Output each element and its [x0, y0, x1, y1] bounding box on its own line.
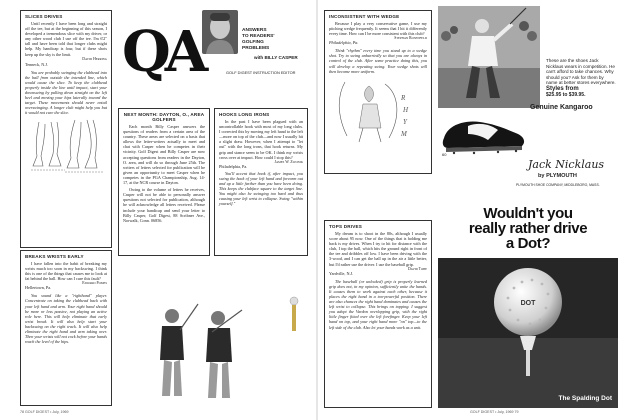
- title-line-golfing: GOLFING: [242, 40, 264, 45]
- breaks-wrists-letter: I have fallen into the habit of breaking my wrists much too soon in my backswing. I think this is one of the things that causes me to look at fat behind the ball. How can I cure this fault?: [25, 261, 107, 282]
- left-folio: 78 GOLF DIGEST • July, 1969: [20, 410, 69, 414]
- svg-text:Y: Y: [403, 117, 407, 126]
- shoe-brand: by PLYMOUTH: [538, 173, 577, 179]
- wedge-rhythm-illustration: [329, 76, 427, 144]
- golf-shoe-image: [438, 110, 528, 156]
- slices-drives-box: [20, 10, 112, 248]
- breaks-wrists-city: Hellertown, Pa.: [25, 285, 52, 291]
- left-page-tee-illustration: [286, 296, 302, 336]
- shoe-ad-caption: [546, 58, 616, 98]
- spalding-photo: [438, 258, 618, 408]
- tops-drives-signature: David Tobe: [407, 266, 427, 271]
- nicklaus-shoe-ad: [438, 6, 618, 202]
- spalding-dot-ad: [438, 204, 618, 408]
- next-month-text-2: Owing to the volume of letters he receives, Casper will not be able to personally answer questions not selected for publication, although he will acknowledge all letters received. Please include your handicap and send your letter to Billy Casper, Golf Digest, 88 Scribner Ave., Norwalk, Conn. 06856.: [123, 187, 205, 223]
- slices-drives-heading: SLICES DRIVES: [25, 14, 63, 19]
- shoe-ad-price: $25.95 to $39.95.: [546, 91, 586, 98]
- byline-role: GOLF DIGEST INSTRUCTION EDITOR: [226, 70, 296, 75]
- footwork-illustration: [25, 118, 107, 174]
- tops-drives-box: [324, 220, 432, 408]
- inconsistent-wedge-answer: Think "rhythm" every time you stand up to a wedge shot. Try to swing unhurriedly so that you are always in control of the club. After some practice doing this, you will develop a repeating swing. Your wedge shots will then become more uniform.: [329, 48, 427, 74]
- inconsistent-wedge-letter: Because I play a very conservative game, I use my pitching wedge frequently. It seems that I hit it differently every time. How can I be more consistent with this club?: [329, 21, 427, 37]
- page-gutter: [316, 0, 318, 420]
- inconsistent-wedge-heading: INCONSISTENT WITH WEDGE: [329, 14, 400, 19]
- slices-drives-letter: Until recently I have been long and straight off the tee, but at the beginning of this season, I developed a tremendous slice with my driver, or any other wood club I use off the tee. I'm 6'2" tall and have been told that longer clubs might help. My handicap is four, but if these shots keep up the sky is the limit.: [25, 21, 107, 57]
- inconsistent-wedge-box: [324, 10, 432, 174]
- breaks-wrists-box: [20, 250, 112, 406]
- inconsistent-wedge-city: Philadelphia, Pa.: [329, 40, 359, 46]
- tops-drives-answer: The baseball (or unlocked) grip is properly learned grip does not, in my opinion, sufficiently unite the hands. It causes them to work against each other, because it places the right hand in a too-powerful position. There are also chances the right hand dominates and causes the left wrist to collapse. This brings on topping. I suggest you adopt the Vardon overlapping grip, with the right little finger fitted over the left forefinger. Keep your left hand on top, and your right hand more "on" top—to the left side of the club. Also let your hands work as a unit.: [329, 278, 427, 330]
- next-month-text-1: Each month Billy Casper answers the questions of readers from a certain area of the country. These areas are selected on a basis that allows the letter-writers actually to meet and chat with Casper when he competes in their vicinity. Golf Digest and Billy Casper are now accepting questions from readers in the Dayton, O. area, and will do so through June 25th. The writers of letters selected for publication will be given an opportunity to meet Casper when he competes in the PGA Championship, Aug. 14-17, at the NCR course in Dayton.: [123, 124, 205, 186]
- inconsistent-wedge-signature: Stephan Rosenfeld: [394, 36, 427, 41]
- shoe-ad-styles: Styles from: [546, 85, 579, 92]
- right-folio: GOLF DIGEST • July, 1969 79: [470, 410, 519, 414]
- svg-text:R: R: [401, 93, 406, 102]
- shoe-company: PLYMOUTH SHOE COMPANY, MIDDLEBORO, MASS.: [516, 183, 600, 187]
- next-month-box: [118, 108, 210, 256]
- hooks-long-irons-answer: You'll accent that hook if, after impact, you swing the back of your left hand and forearm out and up a little farther than you have been doing. This keeps the clubface square to the target line. You might also be swinging too hard and thus causing your left wrist to collapse. Swing "within yourself.": [219, 170, 303, 207]
- casper-swing-photo: [150, 296, 256, 402]
- tops-drives-city: Yardville, N.J.: [329, 270, 354, 276]
- qa-title-block: [118, 10, 308, 88]
- spalding-ball-text: DOT: [520, 300, 536, 307]
- tops-drives-letter: My dream is to shoot in the 80s, although I usually score about 95 now. One of the things that is holding me back is my drives. When I try to hit for distance with the club, I top the ball, which hits the ground right in front of the tee and dribbles off low. I have been driving with the 3-wood, and I can get the ball up in the air a little better, but I'd rather use the driver. I use the baseball grip.: [329, 231, 427, 267]
- title-line-answers: ANSWERS: [242, 28, 267, 33]
- slices-drives-signature: David Herring: [82, 56, 107, 61]
- nicklaus-photo: [438, 6, 540, 108]
- title-line-readers: TO READERS': [242, 34, 275, 39]
- hooks-long-irons-heading: HOOKS LONG IRONS: [219, 112, 270, 117]
- qa-letters: QA: [122, 19, 203, 85]
- casper-portrait: [202, 10, 238, 54]
- breaks-wrists-answer: You sound like a "righthand" player. Concentrate on taking the clubhead back with your left hand and arm. Your right hand should be more or less passive, not playing an active role here. This will help eliminate that early wrist break. It will also help start your backswing on the right track. It will also help eliminate the right hand and arm taking over. Then your wrists will not cock before your hands reach the level of the hips.: [25, 293, 107, 345]
- hooks-long-irons-signature: James W. Zwonik: [274, 159, 303, 164]
- spalding-tagline: The Spalding Dot: [558, 395, 612, 402]
- next-month-heading: NEXT MONTH: DAYTON, O., AREA GOLFERS: [123, 112, 205, 122]
- spalding-headline-3: a Dot?: [505, 235, 551, 252]
- svg-text:H: H: [403, 105, 409, 114]
- shoe-leather: Genuine Kangaroo: [530, 104, 593, 111]
- shoe-ad-caption-text: These are the shoes Jack Nicklaus wears in competition. He can't afford to take chances. Why should you? Ask for them by name at better stores everywhere.: [546, 58, 616, 86]
- breaks-wrists-signature: Edward Pomes: [82, 281, 107, 286]
- hooks-long-irons-letter: In the past I have been plagued with an uncontrollable hook with most of my long clubs. I corrected this by moving my left hand to the left—more on top of the club—and now I usually hit a slight draw. However, when I attempt to "let out" with the long irons, that hook returns. My grip and stance seem to be OK. I think my wrists cross over at impact. How could I stop this?: [219, 119, 303, 160]
- tops-drives-heading: TOPS DRIVES: [329, 224, 363, 229]
- slices-drives-city: Tenneck, N.J.: [25, 61, 48, 67]
- slices-drives-answer: You are probably swinging the clubhead into the ball from outside the intended line, which would cause the slice. To keep the clubhead properly inside the line until impact, start your downswing by pulling down straight on the left heel and moving your hips laterally toward the target. These movements should never entail overswinging. A longer club might help you but it would not cure the slice.: [25, 69, 107, 116]
- nicklaus-signature: Jack Nicklaus: [528, 158, 605, 171]
- hooks-long-irons-city: Philadelphia, Pa.: [219, 163, 248, 169]
- spalding-headline-1: Wouldn't you: [483, 205, 573, 222]
- svg-text:M: M: [401, 129, 407, 138]
- breaks-wrists-heading: BREAKS WRISTS EARLY: [25, 254, 84, 259]
- spalding-headline-2: really rather drive: [468, 220, 588, 237]
- hooks-long-irons-box: [214, 108, 308, 256]
- byline: with BILLY CASPER: [254, 55, 298, 60]
- shoe-model-number: 60: [442, 152, 447, 157]
- title-line-problems: PROBLEMS: [242, 46, 270, 51]
